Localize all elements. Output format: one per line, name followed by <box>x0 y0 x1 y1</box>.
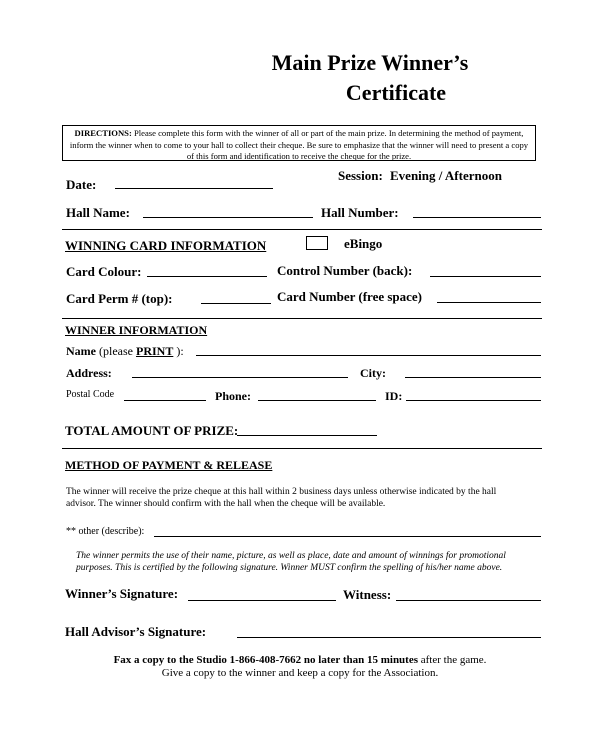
hall-number-field[interactable] <box>413 217 541 218</box>
date-label: Date: <box>66 177 97 192</box>
city-label: City: <box>360 366 386 380</box>
winner-signature-label: Winner’s Signature: <box>65 586 179 601</box>
winning-card-heading: WINNING CARD INFORMATION <box>65 238 267 253</box>
directions-box <box>62 125 536 161</box>
winner-info-heading: WINNER INFORMATION <box>65 323 208 337</box>
footer-fax-suffix: after the game. <box>418 654 487 666</box>
ebingo-label: eBingo <box>344 236 383 251</box>
name-please: (please <box>99 344 133 358</box>
other-field[interactable] <box>154 536 541 537</box>
name-print: PRINT <box>135 344 174 358</box>
card-number-label: Card Number (free space) <box>277 289 423 304</box>
divider <box>62 318 542 319</box>
card-number-field[interactable] <box>437 302 541 303</box>
witness-field[interactable] <box>396 600 541 601</box>
postal-code-label: Postal Code <box>66 389 115 400</box>
address-label: Address: <box>66 366 112 380</box>
card-perm-label: Card Perm # (top): <box>66 291 173 306</box>
total-amount-field[interactable] <box>237 435 377 436</box>
session-options: Evening / Afternoon <box>390 168 502 183</box>
payment-text: The winner will receive the prize cheque at this hall within 2 business days unless otherwise indicated by the hall advisor. The winner should confirm with the hall when the cheque will be available. <box>66 487 497 509</box>
other-label: ** other (describe): <box>66 526 145 537</box>
phone-label: Phone: <box>215 389 251 403</box>
session-label: Session: <box>338 168 383 183</box>
hall-name-label: Hall Name: <box>66 205 130 220</box>
witness-label: Witness: <box>343 587 392 602</box>
name-prefix: Name <box>66 344 96 358</box>
date-field[interactable] <box>115 188 273 189</box>
hall-advisor-signature-field[interactable] <box>237 637 541 638</box>
city-field[interactable] <box>405 377 541 378</box>
ebingo-checkbox[interactable] <box>306 236 328 250</box>
name-field[interactable] <box>196 355 541 356</box>
address-field[interactable] <box>132 377 348 378</box>
footer-fax <box>0 654 600 666</box>
payment-heading: METHOD OF PAYMENT & RELEASE <box>65 458 273 472</box>
page-title-line2: Certificate <box>345 80 447 105</box>
id-field[interactable] <box>406 400 541 401</box>
directions-text: Please complete this form with the winner of all or part of the main prize. In determining the method of payment, inform the winner when to come to your hall to collect their cheque. Be sure to emphasize that the winner will need to present a copy of this form and identification to receive the cheque for the prize. <box>69 128 529 161</box>
hall-name-field[interactable] <box>143 217 313 218</box>
page-title-line1: Main Prize Winner’s <box>271 50 469 75</box>
total-amount-label: TOTAL AMOUNT OF PRIZE: <box>65 423 239 438</box>
name-label <box>66 344 184 359</box>
postal-code-field[interactable] <box>124 400 206 401</box>
control-number-field[interactable] <box>430 276 541 277</box>
divider <box>62 448 542 449</box>
control-number-label: Control Number (back): <box>277 263 413 278</box>
directions-label: DIRECTIONS: <box>74 128 132 138</box>
id-label: ID: <box>385 389 403 403</box>
footer-fax-prefix: Fax a copy to the Studio 1-866-408-7662 no later than 15 minutes <box>113 654 419 666</box>
name-suffix: ): <box>176 344 184 358</box>
footer-line2: Give a copy to the winner and keep a copy for the Association. <box>161 667 439 679</box>
divider <box>62 229 542 230</box>
card-perm-field[interactable] <box>201 303 271 304</box>
hall-advisor-signature-label: Hall Advisor’s Signature: <box>65 624 207 639</box>
card-colour-label: Card Colour: <box>66 264 142 279</box>
winner-signature-field[interactable] <box>188 600 336 601</box>
phone-field[interactable] <box>258 400 376 401</box>
release-text: The winner permits the use of their name, picture, as well as place, date and amount of winnings for promotional purposes. This is certified by the following signature. Winner MUST confirm the spelling of his/her name above. <box>76 551 506 573</box>
card-colour-field[interactable] <box>147 276 267 277</box>
hall-number-label: Hall Number: <box>321 205 399 220</box>
